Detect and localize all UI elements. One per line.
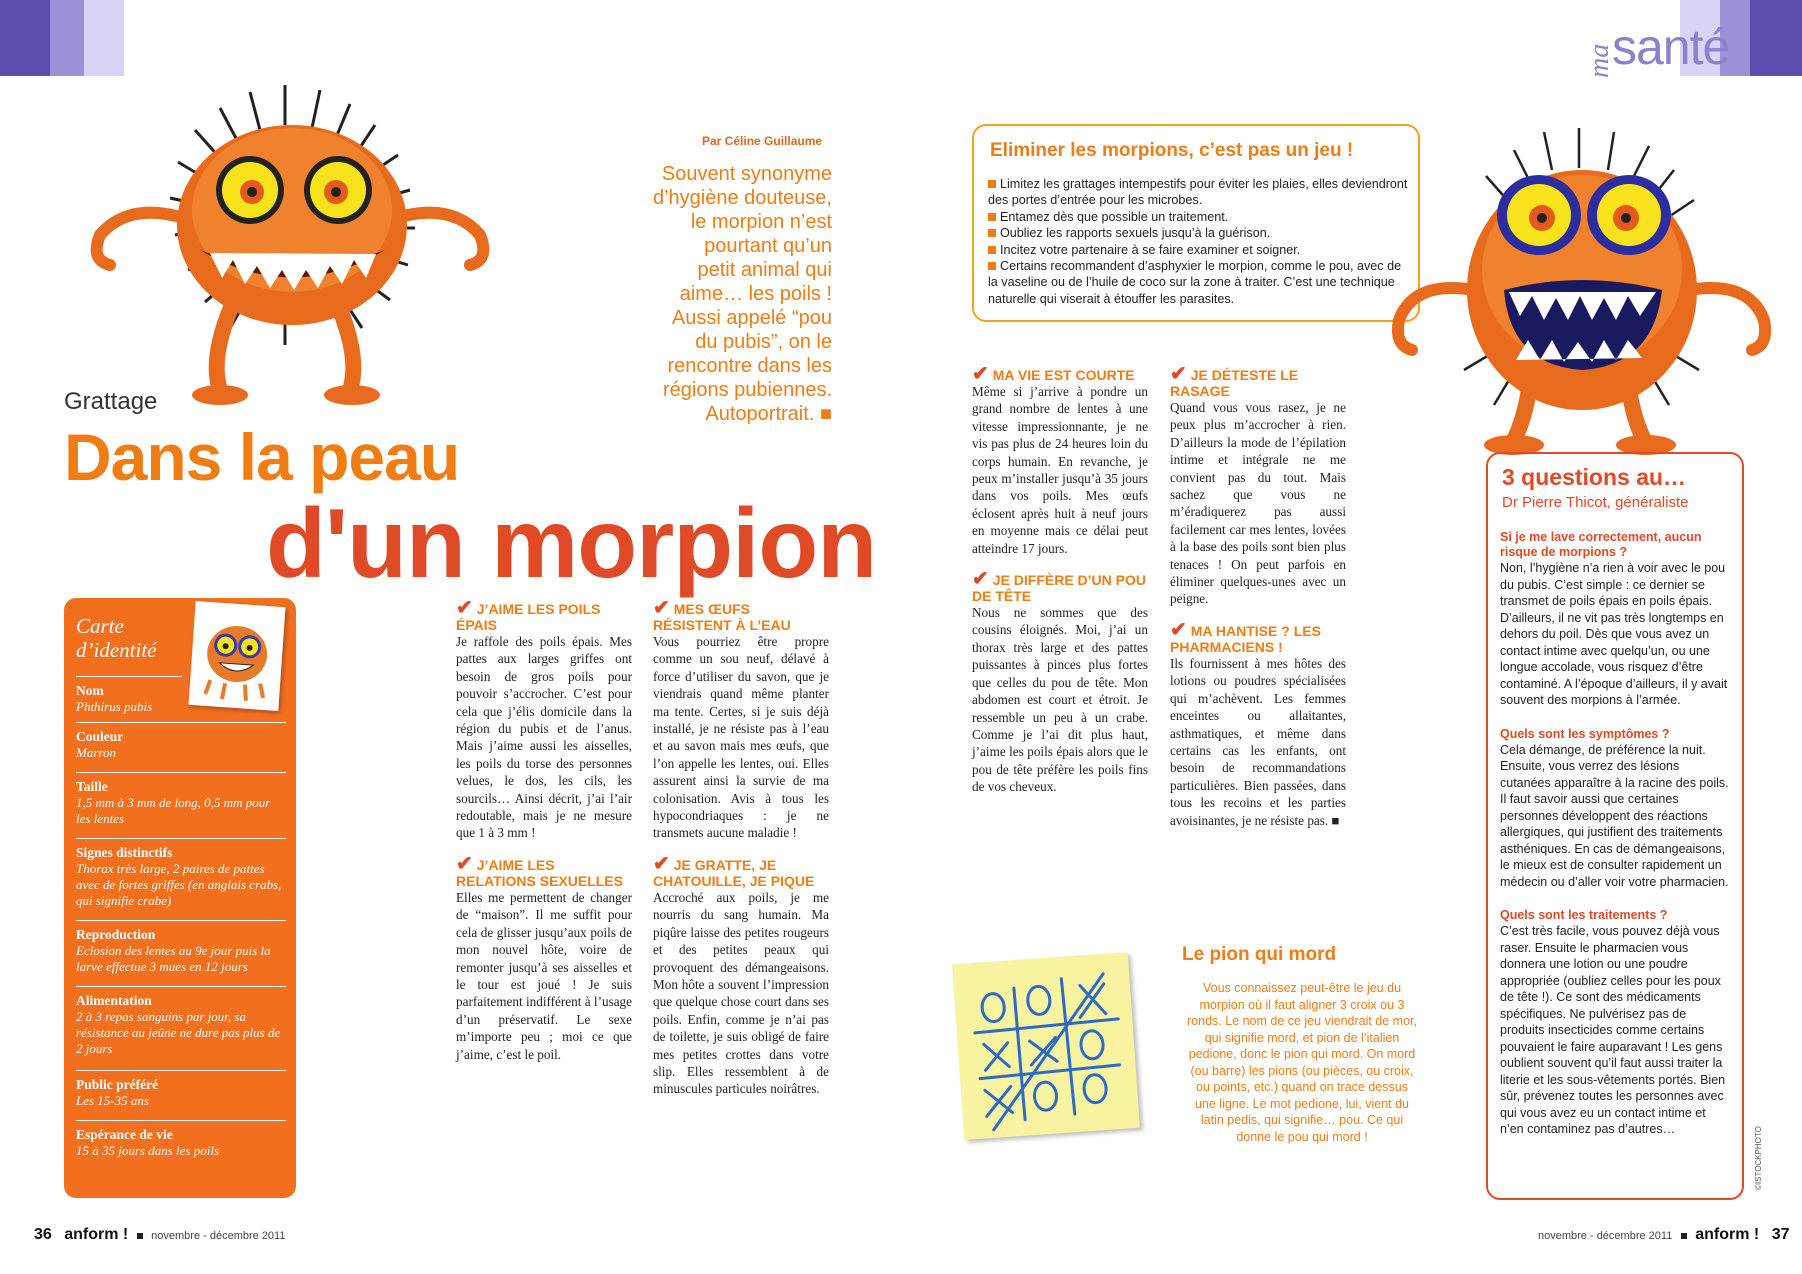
article-column-3 <box>972 363 1148 796</box>
column3-heading1: ✔ MA VIE EST COURTE <box>972 363 1135 385</box>
interview-answer: Non, l’hygiène n’a rien à voir avec le pou du pubis. C’est simple : ce dernier se transmet de poils épais en poils épais. D’ailleurs, il ne vit pas très longtemps en dehors du poil. Dès que vous avez un contact intime avec quelqu’un, ou une longue accolade, vous risquez d’être contaminé. A l’époque d’ailleurs, il y avait souvent des morpions à l’armée. <box>1500 561 1728 707</box>
identity-card <box>64 598 296 1198</box>
corner-bar-left-mid <box>50 0 84 76</box>
article-intro: Souvent synonyme d’hygiène douteuse, le morpion n’est pourtant qu’un petit animal qui aime… les poils ! Aussi appelé “pou du pubis”, on le rencontre dans les régions pubiennes. Autoportrait. ■ <box>652 163 832 425</box>
id-section-feeding: Alimentation 2 à 3 repas sanguins par jour, sa résistance au jeûne ne dure pas plus de 2 jours <box>76 986 286 1057</box>
column2-heading2: ✔ JE GRATTE, JE CHATOUILLE, JE PIQUE <box>653 852 815 889</box>
column1-text1: Je raffole des poils épais. Mes pattes aux larges griffes ont besoin de gros poils pour pouvoir s’accrocher. C’est pour cela que j’élis domicile dans la région du pubis et de l’anus. Mais j’aime aussi les aisselles, les poils du torse des personnes velues, le dos, les cils, les sourcils… Ainsi décrit, j’ai l’air redoutable, mais je ne mesure que 1 à 3 mm ! <box>456 634 632 841</box>
tips-box <box>972 124 1420 322</box>
corner-bar-right-dark <box>1750 0 1802 76</box>
column1-heading2: ✔ J’AIME LES RELATIONS SEXUELLES <box>456 852 623 889</box>
corner-bar-left-dark <box>0 0 50 76</box>
tic-tac-toe-note <box>952 952 1140 1140</box>
tip-item: Certains recommandent d’asphyxier le morpion, comme le pou, avec de la vaseline ou de l’huile de coco sur la zone à traiter. C’est une technique naturelle qui viserait à étouffer les parasites. <box>988 259 1402 306</box>
column2-text2: Accroché aux poils, je me nourris du sang humain. Ma piqûre laisse des petites rougeurs et des petites peaux qui provoquent des démangeaisons. Mon hôte a souvent l’impression que quelque chose court dans ses poils. Enfin, comme je n’ai pas de toilette, je suis obligé de faire mes petites crottes dans votre slip. Elles ressemblent à de minuscules particules noirâtres. <box>653 889 829 1097</box>
article-title-line1: Dans la peau <box>64 420 460 494</box>
footer-date-left: novembre - décembre 2011 <box>151 1230 286 1242</box>
identity-card-title: Carte d’identité <box>76 614 157 662</box>
column4-text2: Ils fournissent à mes hôtes des lotions ou poudres spécialisées qui m’achèvent. Les femmes enceintes ou allaitantes, asthmatiques, et même dans certains cas les enfants, ont besoin de recommandations particulières. Bien passées, dans tous les recoins et les parties avoisinantes, je ne résiste pas. ■ <box>1170 655 1346 828</box>
pion-text: Vous connaissez peut-être le jeu du morpion où il faut aligner 3 croix ou 3 ronds. Le nom de ce jeu viendrait de mor, qui signifie mord, et pion de l’italien pedione, donc le pion qui mord. On mord (ou barre) les pions (ou pièces, ou croix, ou points, etc.) quand on trace dessus une ligne. Le mot pedione, lui, vient du latin pedis, qui signifie… pou. Ce qui donne le pou qui mord ! <box>1187 981 1417 1144</box>
corner-bar-left-light <box>84 0 124 76</box>
interview-answer: Cela démange, de préférence la nuit. Ensuite, vous verrez des lésions cutanées apparaître à la racine des poils. Il faut savoir aussi que certaines personnes développent des réactions allergiques, qui justifient des traitements asthéniques. En cas de démangeaisons, le mieux est de consulter rapidement un médecin ou d’aller voir votre pharmacien. <box>1500 742 1729 889</box>
article-column-4 <box>1170 363 1346 829</box>
photo-credit: ©ISTOCKPHOTO <box>1754 1126 1763 1190</box>
tip-item: Incitez votre partenaire à se faire examiner et soigner. <box>988 242 1408 258</box>
section-name: santé <box>1612 19 1730 75</box>
footer-left <box>34 1226 285 1244</box>
column3-text1: Même si j’arrive à pondre un grand nombre de lentes à une vitesse impressionnante, je ne vis pas plus de 24 heures loin du corps humain. En revanche, je peux m’installer jusqu’à 35 jours dans vos poils. Mes œufs éclosent après huit à neuf jours en moyenne mais ce délai peut atteindre 17 jours. <box>972 384 1148 556</box>
column4-heading1: ✔ JE DÉTESTE LE RASAGE <box>1170 363 1299 399</box>
interview-question: Quels sont les traitements ? <box>1500 908 1668 922</box>
article-column-2 <box>653 597 829 1098</box>
interview-subtitle: Dr Pierre Thicot, généraliste <box>1502 494 1689 511</box>
column2-heading1: ✔ MES ŒUFS RÉSISTENT À L’EAU <box>653 597 791 633</box>
article-kicker: Grattage <box>64 388 158 415</box>
interview-box <box>1486 452 1744 1200</box>
interview-content <box>1500 530 1732 1138</box>
page-number-right: 37 <box>1771 1226 1790 1243</box>
id-section-audience: Public préféré Les 15-35 ans <box>76 1070 286 1109</box>
interview-answer: C’est très facile, vous pouvez déjà vous raser. Ensuite le pharmacien vous donnera une lotion ou une poudre appropriée (oubliez celles pour les poux de tête !). Ce sont des médicaments spécifiques. Ne pulvérisez pas de produits insecticides comme certains pouvaient le faire auparavant ! Les gens oublient souvent qu’il faut aussi traiter la literie et les sous-vêtements portés. Bien sûr, prévenez toutes les personnes avec qui vous avez eu un contact intime et n’en contaminez pas d’autres… <box>1500 924 1726 1136</box>
tips-box-title: Eliminer les morpions, c’est pas un jeu ! <box>990 140 1354 161</box>
page-number-left: 36 <box>34 1226 52 1243</box>
id-section-color: Couleur Marron <box>76 722 286 761</box>
interview-question: Si je me lave correctement, aucun risque de morpions ? <box>1500 530 1702 559</box>
column4-heading2: ✔ MA HANTISE ? LES PHARMACIENS ! <box>1170 618 1321 655</box>
id-section-lifespan: Espérance de vie 15 à 35 jours dans les poils <box>76 1120 286 1159</box>
column1-text2: Elles me permettent de changer de “maison”. Il me suffit pour cela de glisser jusqu’aux poils de mon nouvel hôte, voire de remonter jusqu’à ses aisselles et le tour est joué ! Je suis parfaitement indifférent à l’usage d’un préservatif. Le sexe m’importe peu ; moi ce que j’aime, c’est le poil. <box>456 889 632 1062</box>
pion-title: Le pion qui mord <box>1182 944 1337 965</box>
tips-list <box>988 176 1408 307</box>
monster-illustration-right <box>1364 120 1802 460</box>
byline: Par Céline Guillaume <box>702 134 823 148</box>
column3-text2: Nous ne sommes que des cousins éloignés. Moi, j’ai un thorax très large et des pattes puissantes à pinces plus fortes que celles du pou de tête. Mon abdomen est court et étroit. Je ressemble un peu à un crabe. Comme je l’ai dit plus haut, j’aime les poils épais alors que le pou de tête préfère les poils fins de vos cheveux. <box>972 605 1148 795</box>
interview-title: 3 questions au… <box>1502 464 1687 490</box>
article-column-1 <box>456 597 632 1063</box>
column3-heading2: ✔ JE DIFFÈRE D’UN POU DE TÊTE <box>972 568 1147 605</box>
tic-tac-toe-grid <box>952 952 1140 1140</box>
id-section-size: Taille 1,5 mm à 3 mm de long, 0,5 mm pour les lentes <box>76 772 286 827</box>
id-section-name: Nom Phthirus pubis <box>76 676 182 715</box>
footer-date-right: novembre - décembre 2011 <box>1538 1230 1673 1242</box>
tip-item: Limitez les grattages intempestifs pour éviter les plaies, elles deviendront des portes d’entrée pour les microbes. <box>988 177 1408 208</box>
footer-right <box>1538 1226 1789 1244</box>
column1-heading1: ✔ J’AIME LES POILS ÉPAIS <box>456 597 601 633</box>
tip-item: Oubliez les rapports sexuels jusqu’à la guérison. <box>988 225 1408 241</box>
monster-illustration-left <box>70 70 540 430</box>
column2-text1: Vous pourriez être propre comme un sou neuf, délavé à force d’utiliser du savon, que je viendrais quand même planter ma tente. Certes, si je suis déjà installé, je ne résiste pas à l’eau et au savon mais mes œufs, que l’on appelle les lentes, oui. Elles assurent ainsi la survie de ma colonisation. Avis à tous les hypocondriaques : je ne transmets aucune maladie ! <box>653 634 829 841</box>
tip-item: Entamez dès que possible un traitement. <box>988 209 1408 225</box>
footer-brand-right: anform ! <box>1695 1226 1760 1243</box>
id-section-reproduction: Reproduction Eclosion des lentes au 9e jour puis la larve effectue 3 mues en 12 jours <box>76 920 286 975</box>
article-title-line2: d'un morpion <box>266 488 877 598</box>
identity-card-photo <box>188 601 285 711</box>
section-prefix: ma <box>1584 43 1615 78</box>
footer-brand-left: anform ! <box>64 1226 129 1243</box>
interview-question: Quels sont les symptômes ? <box>1500 726 1670 741</box>
id-section-features: Signes distinctifs Thorax très large, 2 paires de pattes avec de fortes griffes (en anglais crabs, qui signifie crabe) <box>76 838 286 909</box>
column4-text1: Quand vous vous rasez, je ne peux plus m’accrocher à rien. D’ailleurs la mode de l’épilation intime et intégrale ne me convient pas du tout. Mais sachez que vous ne m’éradiquerez pas aussi facilement car mes lentes, lovées à la base des poils sont bien plus tenaces ! On peut parfois en éliminer quelques-unes avec un peigne. <box>1170 400 1346 607</box>
